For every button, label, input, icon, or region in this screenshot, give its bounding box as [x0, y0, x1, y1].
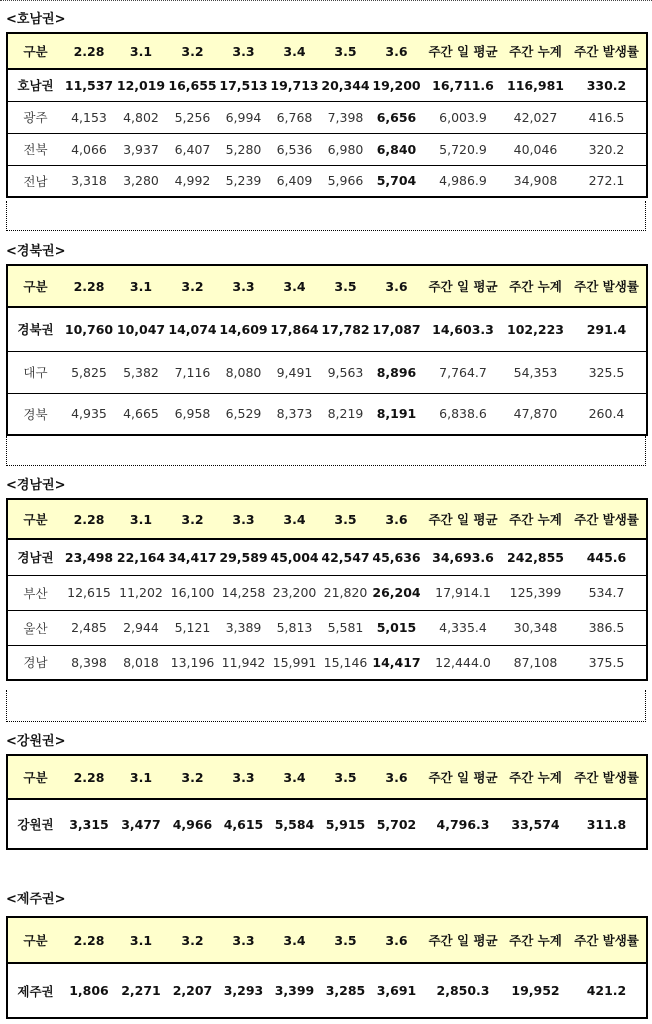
header-row: [7, 499, 647, 539]
value-cell: 6,409: [269, 165, 320, 197]
value-cell: 15,146: [320, 645, 371, 680]
header-cell: 3.2: [167, 499, 218, 539]
header-cell: 3.1: [115, 755, 167, 799]
header-cell: 주간 발생률: [567, 265, 647, 307]
value-cell: 1,806: [63, 963, 115, 1018]
header-cell: 주간 일 평균: [422, 499, 504, 539]
value-cell: 87,108: [504, 645, 567, 680]
table-row: [7, 393, 647, 435]
value-cell: 11,202: [115, 575, 167, 610]
value-cell: 3,315: [63, 799, 115, 849]
value-cell: 9,563: [320, 351, 371, 393]
row-label: 경북: [7, 393, 63, 435]
row-label: 호남권: [7, 69, 63, 101]
value-cell: 2,207: [167, 963, 218, 1018]
value-cell: 5,121: [167, 610, 218, 645]
header-cell: 3.4: [269, 265, 320, 307]
header-row: [7, 917, 647, 963]
value-cell: 445.6: [567, 539, 647, 575]
value-cell: 14,417: [371, 645, 422, 680]
value-cell: 6,840: [371, 133, 422, 165]
value-cell: 272.1: [567, 165, 647, 197]
table-row: [7, 610, 647, 645]
value-cell: 10,047: [115, 307, 167, 351]
value-cell: 34,417: [167, 539, 218, 575]
value-cell: 17,782: [320, 307, 371, 351]
value-cell: 5,720.9: [422, 133, 504, 165]
table-row: [7, 645, 647, 680]
value-cell: 2,944: [115, 610, 167, 645]
header-cell: 주간 누계: [504, 265, 567, 307]
header-cell: 구분: [7, 917, 63, 963]
value-cell: 2,850.3: [422, 963, 504, 1018]
value-cell: 242,855: [504, 539, 567, 575]
value-cell: 10,760: [63, 307, 115, 351]
header-cell: 3.2: [167, 265, 218, 307]
value-cell: 4,966: [167, 799, 218, 849]
header-cell: 3.4: [269, 917, 320, 963]
value-cell: 6,838.6: [422, 393, 504, 435]
value-cell: 6,958: [167, 393, 218, 435]
header-cell: 2.28: [63, 917, 115, 963]
row-label: 경남권: [7, 539, 63, 575]
value-cell: 40,046: [504, 133, 567, 165]
value-cell: 8,219: [320, 393, 371, 435]
value-cell: 291.4: [567, 307, 647, 351]
header-cell: 주간 일 평균: [422, 265, 504, 307]
header-cell: 3.1: [115, 917, 167, 963]
value-cell: 47,870: [504, 393, 567, 435]
header-cell: 주간 발생률: [567, 917, 647, 963]
row-label: 울산: [7, 610, 63, 645]
dotted-spacer-row: [6, 436, 646, 466]
value-cell: 5,584: [269, 799, 320, 849]
value-cell: 11,942: [218, 645, 269, 680]
header-row: [7, 755, 647, 799]
value-cell: 42,547: [320, 539, 371, 575]
header-cell: 주간 누계: [504, 917, 567, 963]
value-cell: 5,825: [63, 351, 115, 393]
value-cell: 6,536: [269, 133, 320, 165]
header-cell: 주간 누계: [504, 499, 567, 539]
value-cell: 4,665: [115, 393, 167, 435]
table-row: [7, 133, 647, 165]
value-cell: 5,382: [115, 351, 167, 393]
value-cell: 4,992: [167, 165, 218, 197]
value-cell: 45,004: [269, 539, 320, 575]
value-cell: 125,399: [504, 575, 567, 610]
value-cell: 6,003.9: [422, 101, 504, 133]
value-cell: 311.8: [567, 799, 647, 849]
value-cell: 5,702: [371, 799, 422, 849]
header-cell: 3.6: [371, 755, 422, 799]
value-cell: 45,636: [371, 539, 422, 575]
row-label: 강원권: [7, 799, 63, 849]
value-cell: 8,018: [115, 645, 167, 680]
value-cell: 14,074: [167, 307, 218, 351]
value-cell: 4,335.4: [422, 610, 504, 645]
value-cell: 4,986.9: [422, 165, 504, 197]
header-cell: 3.3: [218, 265, 269, 307]
region-title: <경북권>: [6, 244, 66, 259]
value-cell: 8,896: [371, 351, 422, 393]
value-cell: 23,200: [269, 575, 320, 610]
header-cell: 3.4: [269, 33, 320, 69]
header-cell: 3.6: [371, 499, 422, 539]
region-total-row: [7, 307, 647, 351]
value-cell: 416.5: [567, 101, 647, 133]
value-cell: 4,802: [115, 101, 167, 133]
region-title: <호남권>: [6, 12, 66, 27]
value-cell: 5,704: [371, 165, 422, 197]
region-total-row: [7, 539, 647, 575]
value-cell: 12,444.0: [422, 645, 504, 680]
value-cell: 5,581: [320, 610, 371, 645]
region-total-row: [7, 799, 647, 849]
table-row: [7, 101, 647, 133]
value-cell: 8,191: [371, 393, 422, 435]
value-cell: 17,087: [371, 307, 422, 351]
value-cell: 5,280: [218, 133, 269, 165]
value-cell: 21,820: [320, 575, 371, 610]
value-cell: 320.2: [567, 133, 647, 165]
value-cell: 15,991: [269, 645, 320, 680]
value-cell: 421.2: [567, 963, 647, 1018]
value-cell: 33,574: [504, 799, 567, 849]
value-cell: 4,615: [218, 799, 269, 849]
value-cell: 116,981: [504, 69, 567, 101]
header-cell: 3.2: [167, 917, 218, 963]
region-table: [6, 754, 648, 850]
header-cell: 2.28: [63, 33, 115, 69]
header-cell: 3.3: [218, 33, 269, 69]
row-label: 경남: [7, 645, 63, 680]
region-table: [6, 916, 648, 1019]
value-cell: 6,994: [218, 101, 269, 133]
header-cell: 2.28: [63, 755, 115, 799]
value-cell: 534.7: [567, 575, 647, 610]
region-title: <제주권>: [6, 892, 66, 907]
value-cell: 3,285: [320, 963, 371, 1018]
value-cell: 42,027: [504, 101, 567, 133]
row-label: 부산: [7, 575, 63, 610]
value-cell: 7,398: [320, 101, 371, 133]
value-cell: 22,164: [115, 539, 167, 575]
region-total-row: [7, 963, 647, 1018]
value-cell: 260.4: [567, 393, 647, 435]
header-cell: 주간 누계: [504, 33, 567, 69]
value-cell: 4,066: [63, 133, 115, 165]
dotted-spacer-row: [6, 201, 646, 231]
value-cell: 16,711.6: [422, 69, 504, 101]
value-cell: 13,196: [167, 645, 218, 680]
value-cell: 17,513: [218, 69, 269, 101]
region-total-row: [7, 69, 647, 101]
header-cell: 2.28: [63, 499, 115, 539]
value-cell: 12,019: [115, 69, 167, 101]
value-cell: 3,280: [115, 165, 167, 197]
value-cell: 5,915: [320, 799, 371, 849]
value-cell: 2,485: [63, 610, 115, 645]
header-cell: 3.5: [320, 917, 371, 963]
value-cell: 6,768: [269, 101, 320, 133]
value-cell: 2,271: [115, 963, 167, 1018]
value-cell: 26,204: [371, 575, 422, 610]
header-cell: 3.1: [115, 265, 167, 307]
value-cell: 330.2: [567, 69, 647, 101]
row-label: 전남: [7, 165, 63, 197]
value-cell: 6,529: [218, 393, 269, 435]
header-cell: 주간 일 평균: [422, 755, 504, 799]
value-cell: 17,914.1: [422, 575, 504, 610]
value-cell: 102,223: [504, 307, 567, 351]
header-cell: 3.4: [269, 755, 320, 799]
row-label: 대구: [7, 351, 63, 393]
value-cell: 5,256: [167, 101, 218, 133]
region-table: [6, 264, 648, 436]
header-cell: 3.5: [320, 755, 371, 799]
value-cell: 4,153: [63, 101, 115, 133]
header-cell: 3.4: [269, 499, 320, 539]
table-row: [7, 351, 647, 393]
value-cell: 20,344: [320, 69, 371, 101]
value-cell: 9,491: [269, 351, 320, 393]
header-cell: 주간 일 평균: [422, 33, 504, 69]
value-cell: 3,691: [371, 963, 422, 1018]
value-cell: 16,655: [167, 69, 218, 101]
header-cell: 주간 발생률: [567, 755, 647, 799]
header-cell: 2.28: [63, 265, 115, 307]
header-cell: 주간 발생률: [567, 33, 647, 69]
value-cell: 17,864: [269, 307, 320, 351]
header-cell: 주간 발생률: [567, 499, 647, 539]
value-cell: 19,713: [269, 69, 320, 101]
value-cell: 3,399: [269, 963, 320, 1018]
value-cell: 4,796.3: [422, 799, 504, 849]
value-cell: 7,116: [167, 351, 218, 393]
value-cell: 5,813: [269, 610, 320, 645]
region-title: <경남권>: [6, 478, 66, 493]
header-cell: 3.3: [218, 917, 269, 963]
row-label: 전북: [7, 133, 63, 165]
row-label: 광주: [7, 101, 63, 133]
value-cell: 6,980: [320, 133, 371, 165]
row-label: 제주권: [7, 963, 63, 1018]
value-cell: 34,693.6: [422, 539, 504, 575]
top-dotted-border: [0, 0, 652, 1]
table-row: [7, 165, 647, 197]
value-cell: 3,937: [115, 133, 167, 165]
value-cell: 54,353: [504, 351, 567, 393]
header-cell: 3.2: [167, 755, 218, 799]
value-cell: 34,908: [504, 165, 567, 197]
value-cell: 5,015: [371, 610, 422, 645]
header-cell: 구분: [7, 265, 63, 307]
header-cell: 3.6: [371, 265, 422, 307]
header-cell: 3.3: [218, 755, 269, 799]
value-cell: 6,656: [371, 101, 422, 133]
value-cell: 8,080: [218, 351, 269, 393]
value-cell: 375.5: [567, 645, 647, 680]
value-cell: 325.5: [567, 351, 647, 393]
header-cell: 구분: [7, 755, 63, 799]
header-cell: 3.2: [167, 33, 218, 69]
header-cell: 구분: [7, 33, 63, 69]
header-cell: 주간 일 평균: [422, 917, 504, 963]
header-cell: 3.5: [320, 265, 371, 307]
value-cell: 8,398: [63, 645, 115, 680]
header-cell: 구분: [7, 499, 63, 539]
region-table: [6, 498, 648, 681]
value-cell: 5,239: [218, 165, 269, 197]
value-cell: 11,537: [63, 69, 115, 101]
header-cell: 3.5: [320, 499, 371, 539]
value-cell: 3,389: [218, 610, 269, 645]
header-cell: 3.6: [371, 33, 422, 69]
value-cell: 14,258: [218, 575, 269, 610]
header-cell: 3.6: [371, 917, 422, 963]
value-cell: 12,615: [63, 575, 115, 610]
region-title: <강원권>: [6, 734, 66, 749]
value-cell: 6,407: [167, 133, 218, 165]
header-cell: 주간 누계: [504, 755, 567, 799]
value-cell: 3,318: [63, 165, 115, 197]
table-row: [7, 575, 647, 610]
value-cell: 14,603.3: [422, 307, 504, 351]
value-cell: 3,477: [115, 799, 167, 849]
header-row: [7, 33, 647, 69]
value-cell: 19,200: [371, 69, 422, 101]
value-cell: 14,609: [218, 307, 269, 351]
header-cell: 3.3: [218, 499, 269, 539]
value-cell: 4,935: [63, 393, 115, 435]
header-row: [7, 265, 647, 307]
value-cell: 7,764.7: [422, 351, 504, 393]
value-cell: 8,373: [269, 393, 320, 435]
value-cell: 5,966: [320, 165, 371, 197]
header-cell: 3.1: [115, 499, 167, 539]
row-label: 경북권: [7, 307, 63, 351]
header-cell: 3.5: [320, 33, 371, 69]
dotted-spacer-row: [6, 690, 646, 722]
header-cell: 3.1: [115, 33, 167, 69]
value-cell: 29,589: [218, 539, 269, 575]
value-cell: 30,348: [504, 610, 567, 645]
value-cell: 3,293: [218, 963, 269, 1018]
value-cell: 386.5: [567, 610, 647, 645]
region-table: [6, 32, 648, 198]
value-cell: 23,498: [63, 539, 115, 575]
value-cell: 16,100: [167, 575, 218, 610]
value-cell: 19,952: [504, 963, 567, 1018]
